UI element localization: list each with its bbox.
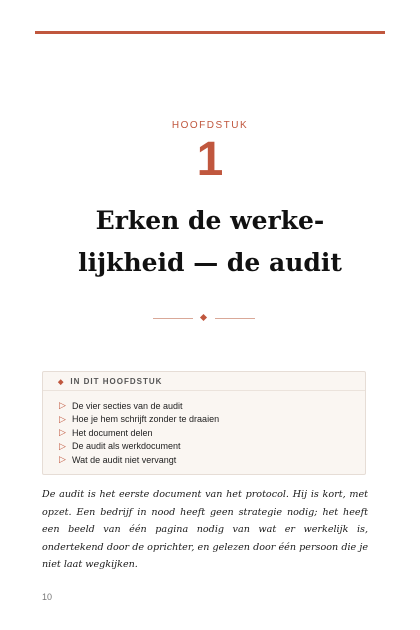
- chapter-title-line-1: Erken de werke-: [95, 206, 325, 235]
- ornament-line-right: [215, 318, 255, 319]
- title-ornament: [0, 313, 420, 325]
- toc-item-label: Hoe je hem schrijft zonder te draaien: [72, 414, 220, 425]
- ornament-line-left: [153, 318, 193, 319]
- toc-item[interactable]: [59, 453, 219, 467]
- chapter-contents-header: [58, 377, 162, 386]
- chapter-label: HOOFDSTUK: [171, 120, 249, 131]
- toc-item[interactable]: [59, 440, 219, 454]
- chapter-contents-divider: [43, 390, 365, 391]
- toc-item-label: Wat de audit niet vervangt: [72, 454, 177, 465]
- top-rule: [35, 31, 385, 34]
- triangle-right-icon: ▷: [59, 454, 66, 465]
- chapter-contents-heading: IN DIT HOOFDSTUK: [70, 377, 163, 386]
- chapter-intro-paragraph: De audit is het eerste document van het protocol. Hij is kort, met opzet. Een bedrijf in nood heeft geen strategie nodig; het heeft een beeld van één pagina nodig van wat er werkelijk is, ondertekend door de oprichter, en gelezen door één persoon die je niet laat wegkijken.: [42, 489, 368, 570]
- toc-item-label: De audit als werkdocument: [72, 441, 181, 452]
- chapter-number: 1: [196, 133, 224, 186]
- toc-item-label: Het document delen: [72, 427, 153, 438]
- triangle-right-icon: ▷: [59, 427, 66, 438]
- chapter-title: [40, 200, 380, 284]
- ornament-diamond-icon: [200, 314, 207, 321]
- chapter-title-line-2: lijkheid — de audit: [78, 248, 342, 277]
- triangle-right-icon: ▷: [59, 440, 66, 451]
- toc-item[interactable]: [59, 426, 219, 440]
- triangle-right-icon: ▷: [59, 413, 66, 424]
- toc-item[interactable]: [59, 399, 219, 413]
- toc-item[interactable]: [59, 413, 219, 427]
- chapter-contents-box: [42, 371, 366, 475]
- triangle-right-icon: ▷: [59, 400, 66, 411]
- page-number: 10: [42, 592, 53, 602]
- toc-item-label: De vier secties van de audit: [72, 400, 183, 411]
- chapter-contents-list: [59, 399, 219, 467]
- diamond-icon: ◆: [58, 378, 65, 386]
